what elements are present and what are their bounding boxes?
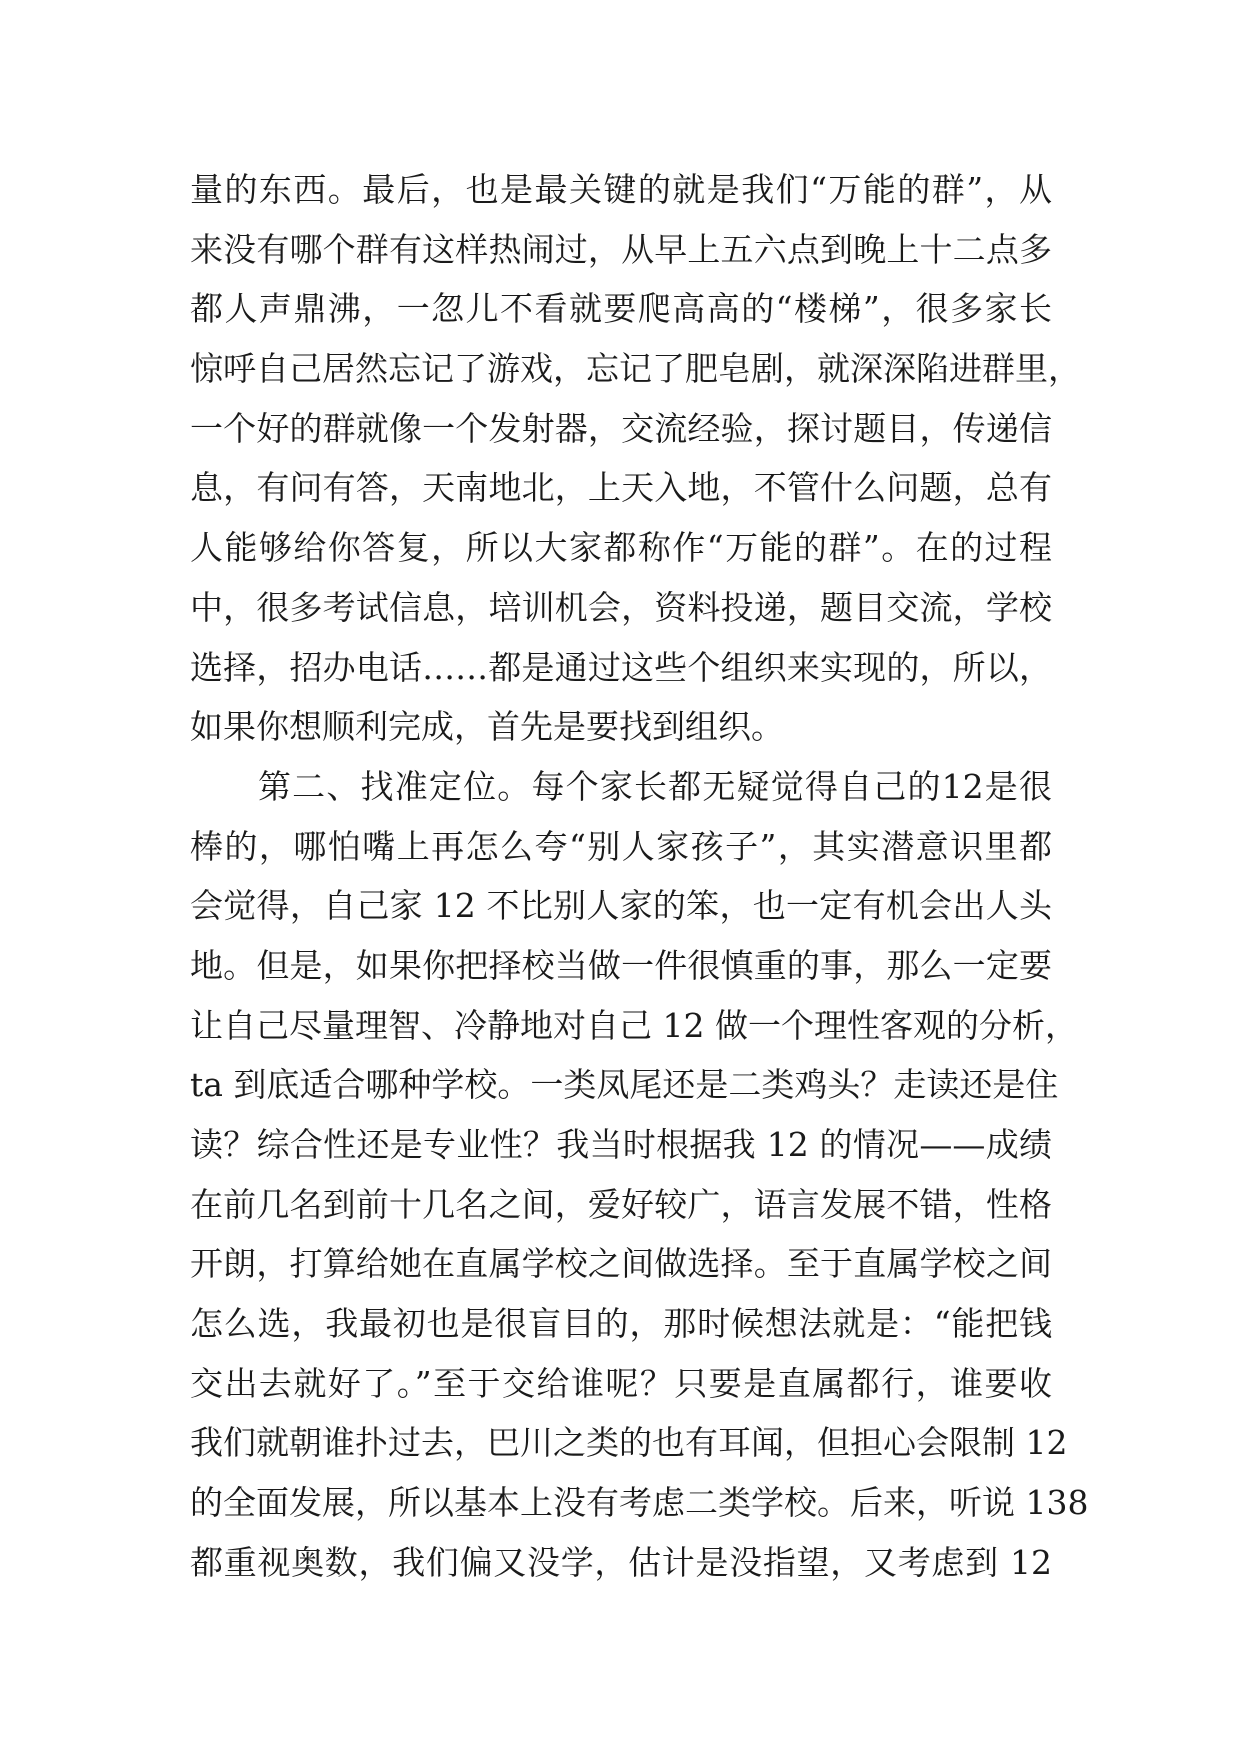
text-line: 都重视奥数，我们偏又没学，估计是没指望，又考虑到 12: [190, 1542, 1052, 1582]
text-line: 地。但是，如果你把择校当做一件很慎重的事，那么一定要: [190, 945, 1052, 985]
text-line: 在前几名到前十几名之间，爱好较广，语言发展不错，性格: [190, 1184, 1052, 1224]
paragraph-1: [190, 160, 1081, 757]
text-line: 一个好的群就像一个发射器，交流经验，探讨题目，传递信: [190, 408, 1052, 448]
text-line: 如果你想顺利完成，首先是要找到组织。: [190, 707, 784, 747]
text-line: 的全面发展，所以基本上没有考虑二类学校。后来，听说 138: [190, 1483, 1089, 1523]
body-text: [190, 160, 1089, 1593]
paragraph-2: [190, 757, 1089, 1593]
text-line: 让自己尽量理智、冷静地对自己 12 做一个理性客观的分析，: [190, 1005, 1078, 1045]
text-line: 开朗，打算给她在直属学校之间做选择。至于直属学校之间: [190, 1244, 1052, 1284]
text-line: 人能够给你答复，所以大家都称作“万能的群”。在的过程: [190, 528, 1052, 568]
text-line: 中，很多考试信息，培训机会，资料投递，题目交流，学校: [190, 587, 1052, 627]
text-line: 量的东西。最后，也是最关键的就是我们“万能的群”，从: [190, 170, 1052, 209]
text-line: 读？综合性还是专业性？我当时根据我 12 的情况——成绩: [190, 1125, 1052, 1164]
text-line: 怎么选，我最初也是很盲目的，那时候想法就是：“能把钱: [190, 1304, 1052, 1344]
text-line: 来没有哪个群有这样热闹过，从早上五六点到晚上十二点多: [190, 229, 1052, 269]
text-line: 息，有问有答，天南地北，上天入地，不管什么问题，总有: [190, 468, 1052, 508]
text-line: 我们就朝谁扑过去，巴川之类的也有耳闻，但担心会限制 12: [190, 1423, 1068, 1463]
text-line: 交出去就好了。”至于交给谁呢？只要是直属都行，谁要收: [190, 1363, 1052, 1403]
text-line: 惊呼自己居然忘记了游戏，忘记了肥皂剧，就深深陷进群里，: [190, 349, 1081, 389]
text-line: 选择，招办电话……都是通过这些个组织来实现的，所以，: [190, 647, 1052, 687]
text-line: 都人声鼎沸，一忽儿不看就要爬高高的“楼梯”，很多家长: [190, 289, 1052, 329]
text-line: 第二、找准定位。每个家长都无疑觉得自己的12是很: [258, 766, 1052, 806]
text-line: ta 到底适合哪种学校。一类凤尾还是二类鸡头？走读还是住: [190, 1065, 1059, 1105]
text-line: 会觉得，自己家 12 不比别人家的笨，也一定有机会出人头: [190, 886, 1052, 926]
text-line: 棒的，哪怕嘴上再怎么夸“别人家孩子”，其实潜意识里都: [190, 826, 1052, 866]
